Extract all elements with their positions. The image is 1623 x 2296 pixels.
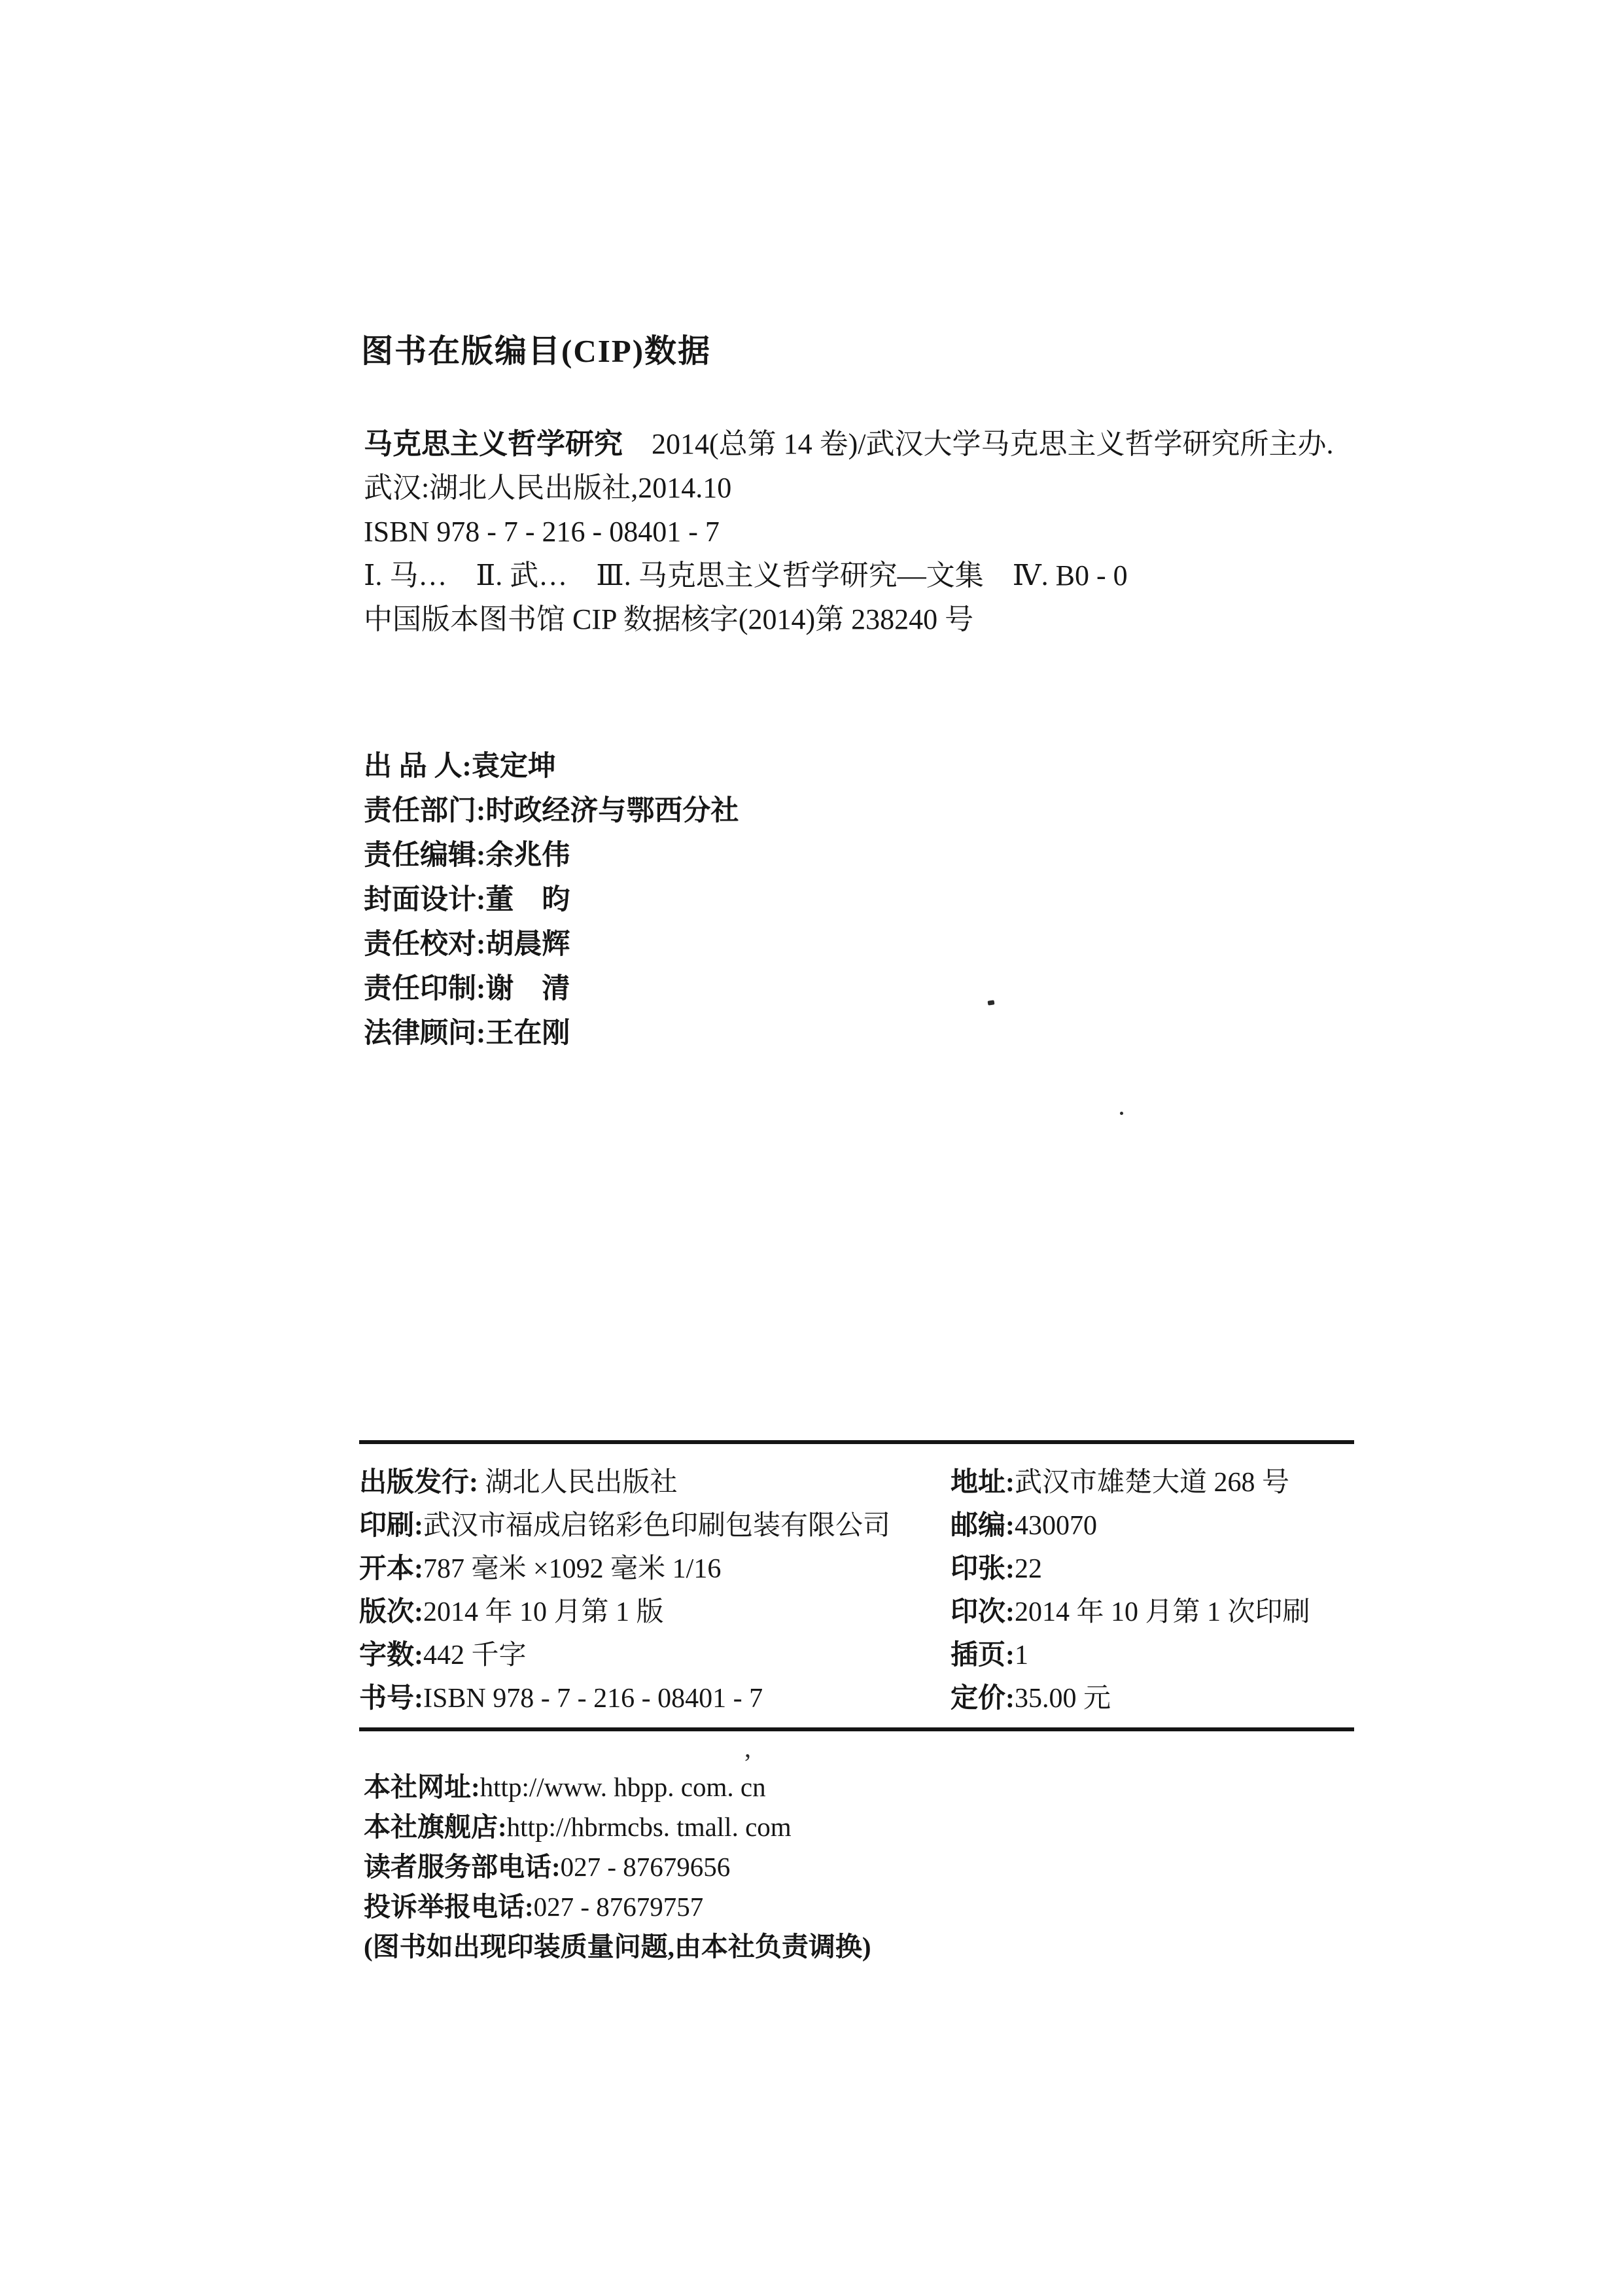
- colophon-cell-sheets: 印张:22: [951, 1554, 1042, 1584]
- credit-line-proofreader: 责任校对:胡晨辉: [364, 929, 570, 960]
- colophon-cell-address: 地址:武汉市雄楚大道 268 号: [951, 1468, 1290, 1498]
- colophon-row: [359, 1547, 1354, 1591]
- contact-line-service-phone: 读者服务部电话:027 - 87679656: [364, 1852, 731, 1882]
- scan-speck: ,: [744, 1733, 751, 1763]
- colophon-cell-postcode: 邮编:430070: [951, 1511, 1097, 1541]
- credit-line-print-supervisor: 责任印制:谢 清: [364, 974, 570, 1004]
- colophon-cell-isbn: 书号:ISBN 978 - 7 - 216 - 08401 - 7: [359, 1684, 763, 1714]
- colophon-cell-format: 开本:787 毫米 ×1092 毫米 1/16: [359, 1554, 722, 1584]
- contact-line-complaint-phone: 投诉举报电话:027 - 87679757: [364, 1892, 704, 1922]
- credit-line-producer: 出 品 人:袁定坤: [364, 751, 556, 782]
- credits-block: [364, 745, 739, 1056]
- cip-line-publisher: 武汉:湖北人民出版社,2014.10: [364, 472, 732, 504]
- colophon-cell-publisher: 出版发行: 湖北人民出版社: [359, 1468, 678, 1498]
- cip-line-title: [364, 422, 1334, 466]
- scan-speck: [988, 1000, 995, 1005]
- contact-line-website: 本社网址:http://www. hbpp. com. cn: [364, 1772, 766, 1802]
- contact-line-store: 本社旗舰店:http://hbrmcbs. tmall. com: [364, 1812, 792, 1842]
- colophon-row: [359, 1634, 1354, 1677]
- colophon-cell-wordcount: 字数:442 千字: [359, 1640, 527, 1670]
- colophon-row: [359, 1591, 1354, 1634]
- colophon-cell-inserts: 插页:1: [951, 1640, 1028, 1670]
- contact-block: [364, 1767, 871, 1967]
- colophon-cell-price: 定价:35.00 元: [951, 1684, 1111, 1714]
- cip-header-title: 图书在版编目(CIP)数据: [361, 333, 712, 369]
- cip-line-classification: Ⅰ. 马… Ⅱ. 武… Ⅲ. 马克思主义哲学研究—文集 Ⅳ. B0 - 0: [364, 559, 1128, 592]
- cip-line-record-number: 中国版本图书馆 CIP 数据核字(2014)第 238240 号: [364, 603, 974, 635]
- colophon-cell-edition: 版次:2014 年 10 月第 1 版: [359, 1597, 664, 1627]
- cip-line-isbn: ISBN 978 - 7 - 216 - 08401 - 7: [364, 516, 720, 548]
- credit-line-editor: 责任编辑:余兆伟: [364, 840, 570, 871]
- colophon-row: [359, 1677, 1354, 1720]
- credit-line-cover-design: 封面设计:董 昀: [364, 885, 570, 915]
- credit-line-legal-advisor: 法律顾问:王在刚: [364, 1018, 570, 1049]
- colophon-cell-printer: 印刷:武汉市福成启铭彩色印刷包装有限公司: [359, 1511, 891, 1541]
- credit-line-department: 责任部门:时政经济与鄂西分社: [364, 796, 739, 826]
- colophon-row: [359, 1504, 1354, 1547]
- book-title: 马克思主义哲学研究: [364, 428, 623, 460]
- contact-line-quality-notice: (图书如出现印装质量问题,由本社负责调换): [364, 1932, 871, 1962]
- colophon-row: [359, 1461, 1354, 1504]
- book-title-rest: 2014(总第 14 卷)/武汉大学马克思主义哲学研究所主办.: [623, 428, 1334, 460]
- colophon-box: [359, 1440, 1354, 1731]
- scan-speck: [1120, 1112, 1123, 1115]
- cip-record-block: [364, 422, 1334, 641]
- colophon-cell-printing: 印次:2014 年 10 月第 1 次印刷: [951, 1597, 1310, 1627]
